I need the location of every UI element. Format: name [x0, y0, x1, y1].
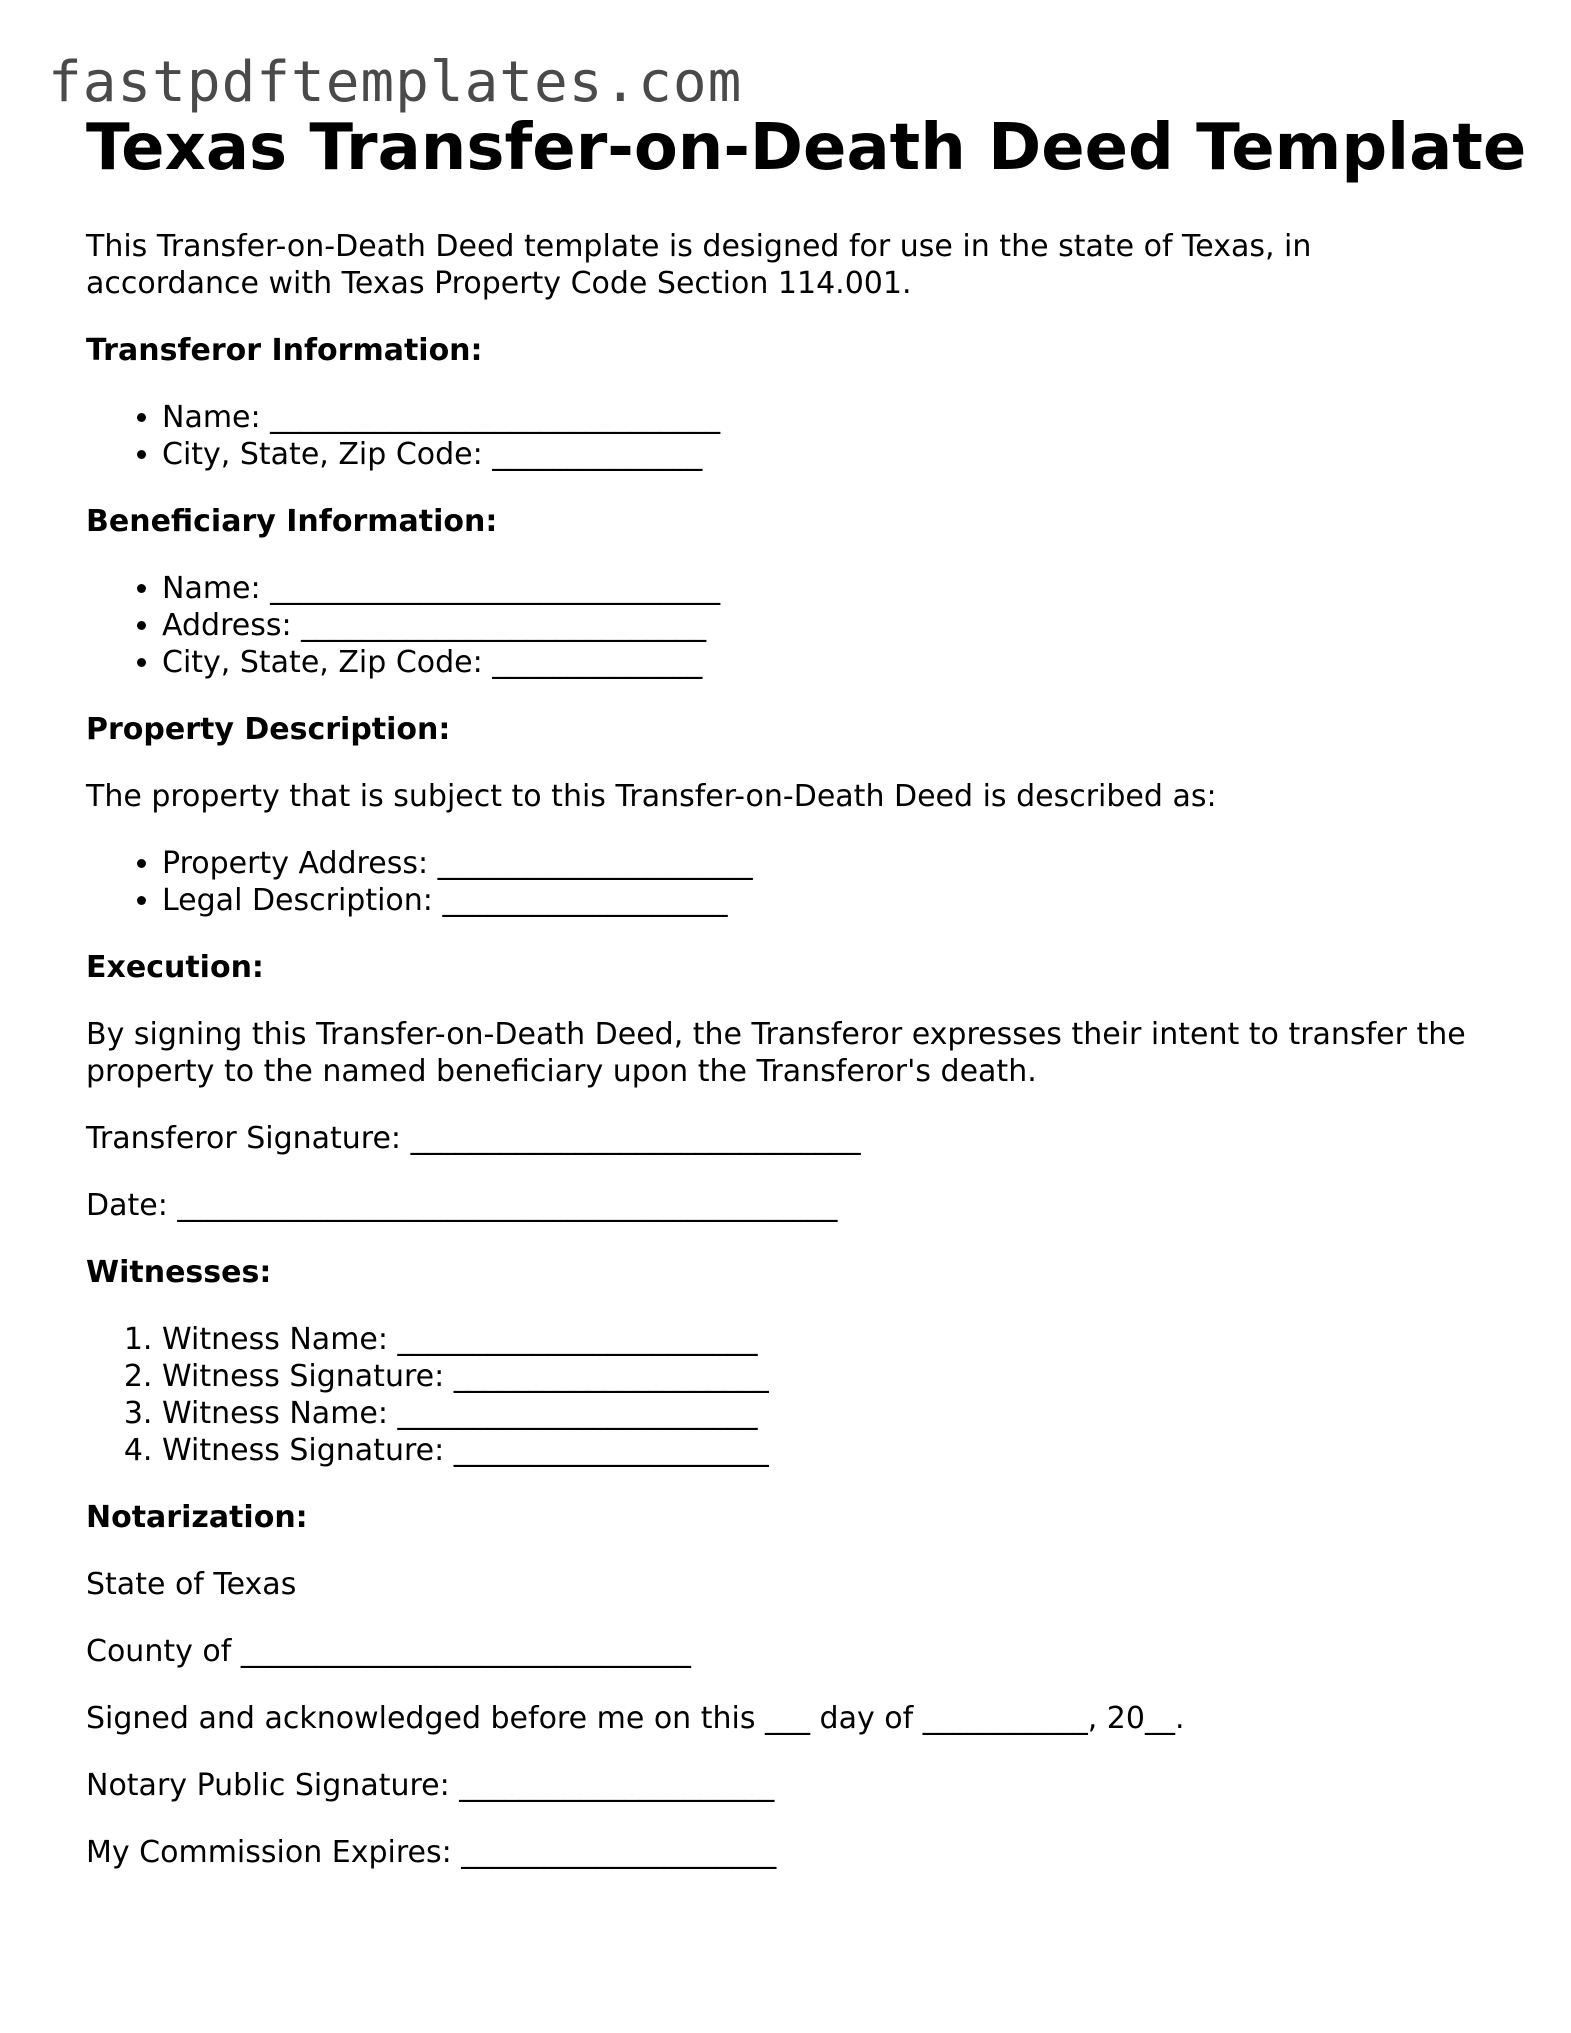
transferor-signature-field[interactable]: Transferor Signature: ______________________________: [86, 1121, 861, 1156]
commission-expires-field[interactable]: My Commission Expires: _____________________: [86, 1835, 777, 1870]
witness-2-name-field[interactable]: 3. Witness Name: ________________________: [162, 1395, 1486, 1432]
notary-signature-field[interactable]: Notary Public Signature: _____________________: [86, 1768, 775, 1803]
execution-heading: Execution:: [86, 950, 264, 985]
transferor-list: [86, 399, 1486, 473]
witnesses-list: [86, 1321, 1486, 1469]
witness-1-signature-field[interactable]: 2. Witness Signature: _____________________: [162, 1358, 1486, 1395]
legal-description-field[interactable]: • Legal Description: ___________________: [162, 882, 1486, 919]
transferor-name-field[interactable]: • Name: ______________________________: [162, 399, 1486, 436]
page-title: Texas Transfer-on-Death Deed Template: [86, 111, 1527, 185]
notarization-heading: Notarization:: [86, 1500, 308, 1535]
intro-paragraph: This Transfer-on-Death Deed template is designed for use in the state of Texas, in accordance with Texas Property Code Section 114.001.: [86, 229, 1312, 301]
beneficiary-city-state-zip-field[interactable]: • City, State, Zip Code: ______________: [162, 644, 1486, 681]
watermark: fastpdftemplates.com: [48, 50, 743, 115]
beneficiary-list: [86, 570, 1486, 681]
beneficiary-heading: Beneficiary Information:: [86, 504, 498, 539]
witnesses-heading: Witnesses:: [86, 1255, 272, 1290]
document-page: [86, 108, 1527, 1901]
property-address-field[interactable]: • Property Address: _____________________: [162, 845, 1486, 882]
notary-acknowledgment-field[interactable]: Signed and acknowledged before me on this ___ day of ___________, 20__.: [86, 1701, 1185, 1736]
notary-state: State of Texas: [86, 1567, 297, 1602]
witness-1-name-field[interactable]: 1. Witness Name: ________________________: [162, 1321, 1486, 1358]
property-text: The property that is subject to this Transfer-on-Death Deed is described as:: [86, 779, 1217, 814]
witness-2-signature-field[interactable]: 4. Witness Signature: _____________________: [162, 1432, 1486, 1469]
property-heading: Property Description:: [86, 712, 451, 747]
transferor-city-state-zip-field[interactable]: • City, State, Zip Code: ______________: [162, 436, 1486, 473]
transferor-heading: Transferor Information:: [86, 333, 483, 368]
date-field[interactable]: Date: ____________________________________________: [86, 1188, 838, 1223]
execution-text: By signing this Transfer-on-Death Deed, the Transferor expresses their intent to transfer the property to the named beneficiary upon the Transferor's death.: [86, 1017, 1466, 1089]
property-list: [86, 845, 1486, 919]
beneficiary-name-field[interactable]: • Name: ______________________________: [162, 570, 1486, 607]
notary-county-field[interactable]: County of ______________________________: [86, 1634, 691, 1669]
beneficiary-address-field[interactable]: • Address: ___________________________: [162, 607, 1486, 644]
